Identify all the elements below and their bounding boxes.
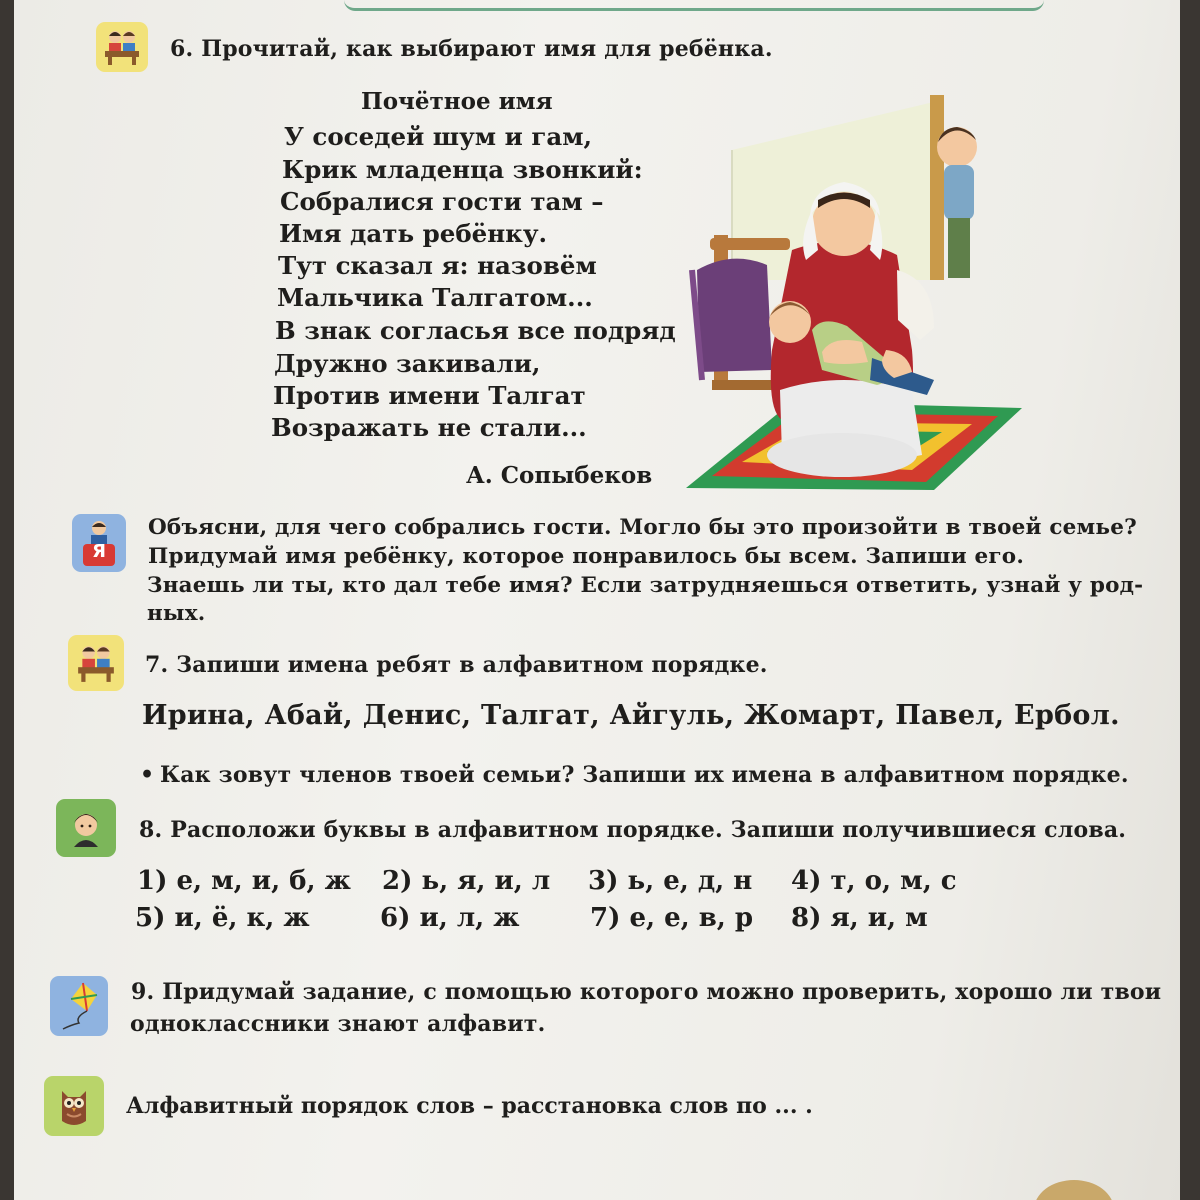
poem-line: Тут сказал я: назовём [278,251,597,280]
question-line: Объясни, для чего собрались гости. Могло бы это произойти в твоей семье? [148,515,1137,540]
mother-with-baby-illustration [672,90,1032,498]
exercise-item: 4) т, о, м, с [791,866,957,896]
exercise-item: 2) ь, я, и, л [382,866,551,896]
textbook-page [14,0,1180,1200]
poem-line: Против имени Талгат [273,381,586,410]
exercise-item: 3) ь, е, д, н [588,866,753,896]
poem-line: Мальчика Талгатом... [277,283,593,312]
poem-author: А. Сопыбеков [466,462,653,489]
kite-icon [50,976,108,1036]
poem-line: Собралися гости там – [280,187,604,216]
task9-line: одноклассники знают алфавит. [130,1011,546,1037]
question-line: Знаешь ли ты, кто дал тебе имя? Если затрудняешься ответить, узнай у род- [147,573,1144,598]
children-at-desk-icon [96,22,148,72]
poem-line: Крик младенца звонкий: [282,155,643,184]
top-decoration [344,0,1044,11]
children-at-desk-icon [68,635,124,691]
task6-title: 6. Прочитай, как выбирают имя для ребёнка. [170,36,773,62]
exercise-item: 7) е, е, в, р [590,903,754,933]
names-list: Ирина, Абай, Денис, Талгат, Айгуль, Жомарт, Павел, Ербол. [142,700,1120,731]
poem-title: Почётное имя [361,88,553,115]
exercise-item: 8) я, и, м [791,903,928,933]
child-letter-ya-icon [72,514,126,572]
exercise-item: 5) и, ё, к, ж [135,903,310,933]
owl-icon [44,1076,104,1136]
exercise-item: 1) е, м, и, б, ж [137,866,351,896]
rule-text: Алфавитный порядок слов – расстановка слов по ... . [126,1093,813,1119]
page-number-badge [1034,1180,1114,1200]
child-face-icon [56,799,116,857]
poem-line: У соседей шум и гам, [284,122,593,151]
question-line: ных. [147,601,206,626]
bullet: • [140,762,155,788]
poem-line: Имя дать ребёнку. [279,219,548,248]
poem-line: В знак согласья все подряд [275,316,676,345]
poem-line: Дружно закивали, [274,349,541,378]
poem-line: Возражать не стали... [271,413,587,442]
family-names-task: Как зовут членов твоей семьи? Запиши их имена в алфавитном порядке. [160,762,1129,788]
ya-badge: Я [92,541,106,562]
question-line: Придумай имя ребёнку, которое понравилось бы всем. Запиши его. [148,544,1025,569]
task7-title: 7. Запиши имена ребят в алфавитном порядке. [145,652,768,678]
exercise-item: 6) и, л, ж [380,903,520,933]
task8-title: 8. Расположи буквы в алфавитном порядке. Запиши получившиеся слова. [139,817,1127,843]
task9-line: 9. Придумай задание, с помощью которого можно проверить, хорошо ли твои [131,979,1162,1005]
